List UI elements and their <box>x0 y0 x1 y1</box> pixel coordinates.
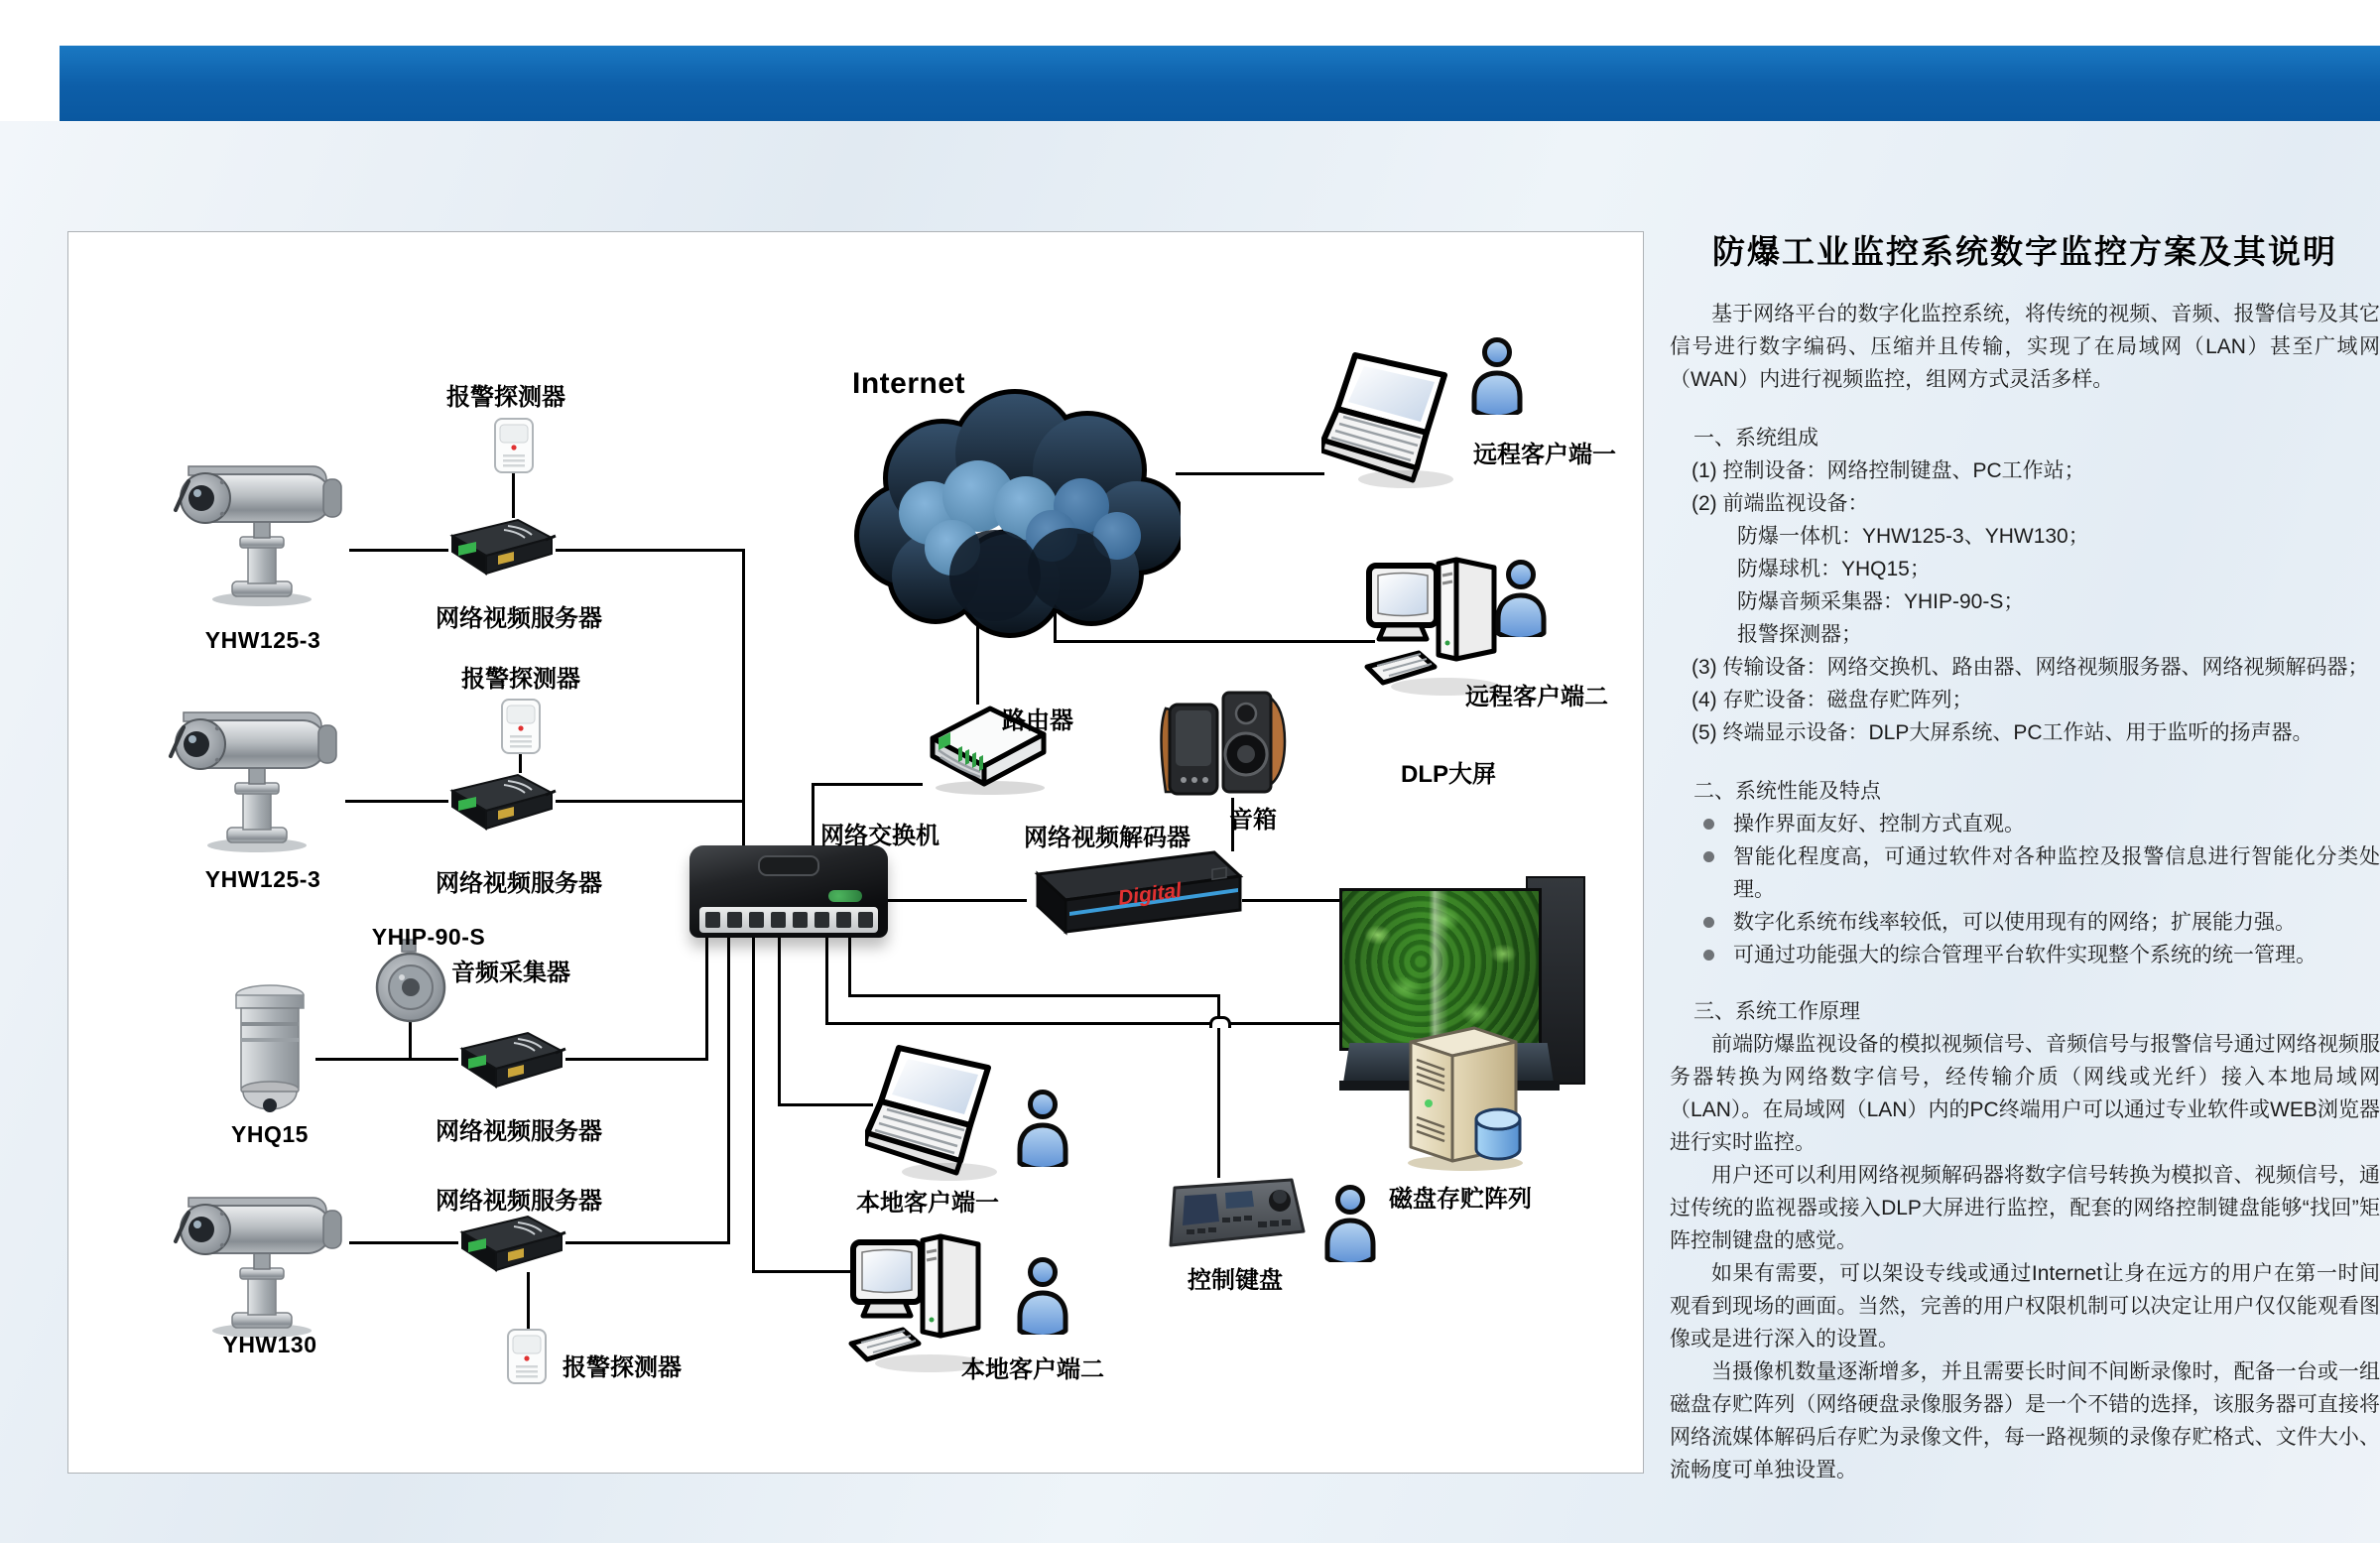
alarm-detector-3-label: 报警探测器 <box>563 1354 682 1381</box>
feature-bullet <box>1670 840 2380 906</box>
article <box>1670 230 2380 1486</box>
connector-line <box>812 783 923 786</box>
section-3-heading: 三、系统工作原理 <box>1693 1000 1860 1023</box>
connector-line <box>727 936 730 1244</box>
section-1-item: (5) 终端显示设备：DLP大屏系统、PC工作站、用于监听的扬声器。 <box>1691 721 2314 744</box>
camera-yhw130-label: YHW130 <box>222 1332 317 1357</box>
section-1-subitem: 防爆音频采集器：YHIP-90-S； <box>1737 590 2025 613</box>
connector-line <box>512 472 515 518</box>
local-client-1-user-icon <box>1012 1088 1073 1167</box>
video-server-3-icon <box>456 1029 567 1091</box>
switch-logo <box>758 855 819 876</box>
connector-line <box>349 1241 458 1244</box>
remote-client-2-label: 远程客户端二 <box>1465 684 1608 710</box>
control-keyboard-label: 控制键盘 <box>1188 1267 1283 1294</box>
speakers-icon <box>1154 689 1293 800</box>
control-keyboard-icon <box>1163 1174 1310 1257</box>
connector-line <box>1176 472 1324 475</box>
speakers-label: 音箱 <box>1229 807 1277 834</box>
connector-line <box>565 1241 729 1244</box>
section-1-item: (1) 控制设备：网络控制键盘、PC工作站； <box>1691 459 2085 482</box>
connector-line <box>409 1022 412 1060</box>
video-server-2-label: 网络视频服务器 <box>436 870 602 897</box>
feature-text: 数字化系统布线率较低，可以使用现有的网络；扩展能力强。 <box>1733 911 2296 934</box>
camera-yhw125-2-label: YHW125-3 <box>204 866 321 892</box>
connector-line <box>752 1270 855 1273</box>
principle-paragraph: 用户还可以利用网络视频解码器将数字信号转换为模拟音、视频信号，通过传统的监视器或接入DLP大屏进行监控，配套的网络控制键盘能够“找回”矩阵控制键盘的感觉。 <box>1670 1164 2380 1252</box>
connector-line <box>825 936 828 1025</box>
video-server-3-label: 网络视频服务器 <box>436 1118 602 1145</box>
video-decoder-label: 网络视频解码器 <box>1024 825 1190 851</box>
internet-cloud-icon <box>831 379 1181 639</box>
connector-line <box>519 753 522 773</box>
audio-collector-icon <box>372 938 449 1025</box>
connector-line <box>742 549 745 848</box>
dlp-screen-label: DLP大屏 <box>1401 761 1496 788</box>
line-crossing-hop <box>1209 1016 1231 1028</box>
bullet-dot-icon <box>1703 950 1714 961</box>
connector-line <box>825 1022 1211 1025</box>
article-title: 防爆工业监控系统数字监控方案及其说明 <box>1712 233 2337 270</box>
video-server-1-label: 网络视频服务器 <box>436 605 602 632</box>
article-intro: 基于网络平台的数字化监控系统，将传统的视频、音频、报警信号及其它信号进行数字编码、压缩并且传输，实现了在局域网（LAN）甚至广域网（WAN）内进行视频监控，组网方式灵活多样。 <box>1670 303 2380 391</box>
switch-ports <box>699 907 878 933</box>
section-1-subitem: 报警探测器； <box>1737 623 1862 646</box>
alarm-detector-1-label: 报警探测器 <box>446 384 565 411</box>
camera-yhw130-icon <box>159 1166 357 1340</box>
connector-line <box>556 800 744 803</box>
section-1-item: (4) 存贮设备：磁盘存贮阵列； <box>1691 689 1973 711</box>
section-composition <box>1670 422 2380 749</box>
video-server-1-icon <box>446 516 558 578</box>
section-features <box>1670 775 2380 971</box>
section-principle <box>1670 995 2380 1486</box>
local-client-1-label: 本地客户端一 <box>856 1190 999 1217</box>
section-1-item: (2) 前端监视设备： <box>1691 492 1869 515</box>
connector-line <box>812 783 814 848</box>
connector-line <box>315 1058 458 1061</box>
alarm-detector-2-icon <box>500 698 542 755</box>
remote-client-1-laptop-icon <box>1321 345 1470 494</box>
connector-line <box>345 800 448 803</box>
connector-line <box>527 1272 530 1330</box>
bullet-dot-icon <box>1703 917 1714 928</box>
bullet-dot-icon <box>1703 851 1714 862</box>
feature-bullet <box>1670 906 2380 939</box>
internet-label: Internet <box>851 367 966 400</box>
alarm-detector-2-label: 报警探测器 <box>461 666 580 693</box>
router-label: 路由器 <box>1002 707 1073 734</box>
section-1-heading: 一、系统组成 <box>1693 427 1818 450</box>
connector-line <box>705 936 708 1061</box>
feature-text: 智能化程度高，可通过软件对各种监控及报警信息进行智能化分类处理。 <box>1733 845 2380 901</box>
alarm-detector-1-icon <box>493 417 535 474</box>
section-2-heading: 二、系统性能及特点 <box>1693 780 1881 803</box>
local-client-2-label: 本地客户端二 <box>961 1356 1104 1383</box>
connector-line <box>778 936 781 1106</box>
control-keyboard-user-icon <box>1319 1183 1381 1262</box>
section-1-subitem: 防爆一体机：YHW125-3、YHW130； <box>1737 525 2089 548</box>
connector-line <box>556 549 744 552</box>
video-decoder-icon <box>1024 848 1244 936</box>
connector-line <box>752 936 755 1273</box>
connector-line <box>778 1103 873 1106</box>
section-1-subitem: 防爆球机：YHQ15； <box>1737 558 1931 580</box>
principle-paragraph: 前端防爆监视设备的模拟视频信号、音频信号与报警信号通过网络视频服务器转换为网络数字信号，经传输介质（网线或光纤）接入本地局域网（LAN）。在局域网（LAN）内的PC终端用户可以通过专业软件或WEB浏览器进行实时监控。 <box>1670 1033 2380 1154</box>
remote-client-1-label: 远程客户端一 <box>1473 442 1616 468</box>
feature-text: 操作界面友好、控制方式直观。 <box>1733 813 2025 836</box>
network-switch-label: 网络交换机 <box>820 823 939 849</box>
audio-collector-label: 音频采集器 <box>451 960 570 986</box>
camera-yhw125-1-icon <box>159 435 357 608</box>
connector-line <box>886 899 1027 902</box>
video-server-4-label: 网络视频服务器 <box>436 1188 602 1215</box>
video-server-4-icon <box>456 1213 567 1274</box>
network-switch-icon <box>689 845 888 938</box>
camera-yhw125-2-icon <box>154 681 352 854</box>
feature-bullet <box>1670 939 2380 971</box>
connector-line <box>848 994 1220 997</box>
local-client-1-laptop-icon <box>865 1038 1014 1187</box>
disk-array-icon <box>1391 1024 1530 1171</box>
remote-client-2-user-icon <box>1490 558 1552 637</box>
feature-bullet <box>1670 808 2380 840</box>
audio-collector-model-label: YHIP-90-S <box>371 924 486 950</box>
connector-line <box>1242 899 1341 902</box>
connector-line <box>349 549 448 552</box>
remote-client-1-user-icon <box>1466 335 1528 415</box>
section-1-item: (3) 传输设备：网络交换机、路由器、网络视频服务器、网络视频解码器； <box>1691 656 2369 679</box>
local-client-2-user-icon <box>1012 1255 1073 1335</box>
principle-paragraph: 如果有需要，可以架设专线或通过Internet让身在远方的用户在第一时间观看到现场的画面。当然，完善的用户权限机制可以决定让用户仅仅能观看图像或是进行深入的设置。 <box>1670 1262 2380 1350</box>
camera-yhw125-1-label: YHW125-3 <box>204 627 321 653</box>
disk-array-label: 磁盘存贮阵列 <box>1389 1186 1532 1213</box>
principle-paragraph: 当摄像机数量逐渐增多，并且需要长时间不间断录像时，配备一台或一组磁盘存贮阵列（网络硬盘录像服务器）是一个不错的选择，该服务器可直接将网络流媒体解码后存贮为录像文件，每一路视频的录像存贮格式、文件大小、流畅度可单独设置。 <box>1670 1360 2380 1481</box>
dome-camera-yhq15-icon <box>223 980 317 1124</box>
alarm-detector-3-icon <box>506 1328 548 1385</box>
dome-camera-label: YHQ15 <box>231 1121 309 1147</box>
connector-line <box>1054 640 1375 643</box>
bullet-dot-icon <box>1703 819 1714 830</box>
feature-text: 可通过功能强大的综合管理平台软件实现整个系统的统一管理。 <box>1733 944 2317 966</box>
connector-line <box>565 1058 707 1061</box>
switch-green-mark <box>828 890 862 902</box>
header-bar <box>60 46 2380 121</box>
connector-line <box>848 936 851 997</box>
video-server-2-icon <box>446 771 558 833</box>
